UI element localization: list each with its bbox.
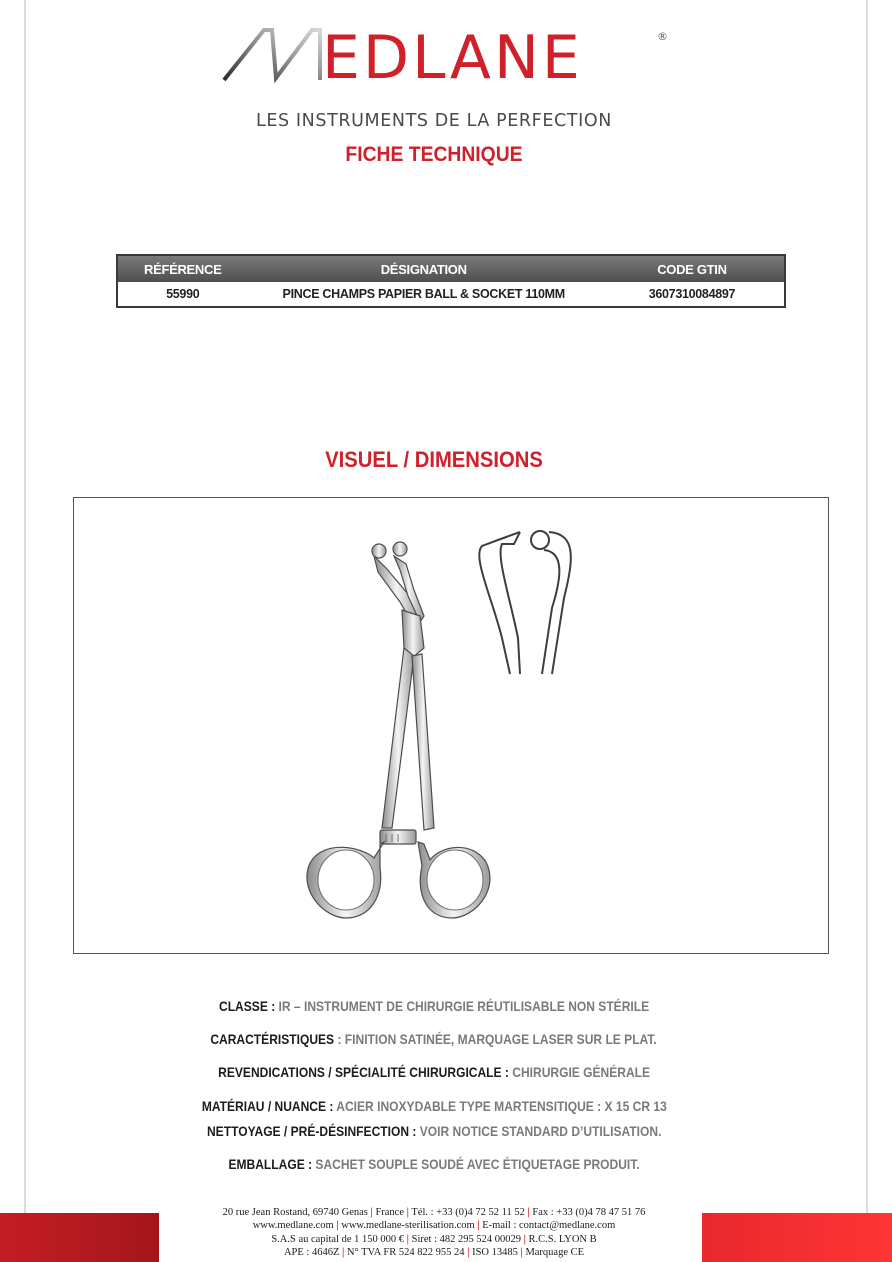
footer-line-legal <box>0 1233 868 1246</box>
cell-designation: PINCE CHAMPS PAPIER BALL & SOCKET 110MM <box>282 287 565 301</box>
spec-caracteristiques <box>0 1031 868 1047</box>
spec-label: MATÉRIAU / NUANCE : <box>201 1098 334 1114</box>
separator: | <box>477 1220 480 1232</box>
brand-logo <box>0 20 892 131</box>
tip-detail-drawing <box>479 531 571 674</box>
spec-value: VOIR NOTICE STANDARD D’UTILISATION. <box>416 1123 662 1139</box>
footer-ce: Marquage CE <box>525 1247 585 1259</box>
spec-label: REVENDICATIONS / SPÉCIALITÉ CHIRURGICALE : <box>218 1064 509 1080</box>
fiche-technique-title: FICHE TECHNIQUE <box>345 143 523 166</box>
spec-label: CARACTÉRISTIQUES <box>210 1031 335 1047</box>
header-designation: DÉSIGNATION <box>247 255 599 282</box>
separator: | <box>406 1207 409 1218</box>
separator: | <box>520 1247 523 1259</box>
table-header-row <box>117 255 785 282</box>
forceps-drawing <box>74 498 827 952</box>
visuel-dimensions-title: VISUEL / DIMENSIONS <box>325 447 543 472</box>
footer-tva: N° TVA FR 524 822 955 24 <box>346 1247 465 1259</box>
spec-classe <box>0 998 868 1014</box>
separator: | <box>370 1207 373 1218</box>
separator: | <box>527 1207 530 1218</box>
separator: | <box>406 1233 409 1245</box>
footer-fax: Fax : +33 (0)4 78 47 51 76 <box>532 1207 646 1218</box>
registered-mark: ® <box>657 30 668 43</box>
cell-gtin: 3607310084897 <box>648 287 736 301</box>
footer-siret: Siret : 482 295 524 00029 <box>411 1233 521 1245</box>
footer-ape: APE : 4646Z <box>283 1247 340 1259</box>
spec-materiau <box>0 1098 868 1114</box>
spec-label: CLASSE : <box>218 998 276 1014</box>
footer-phone: Tél. : +33 (0)4 72 52 11 52 <box>411 1207 525 1218</box>
reference-table <box>116 254 786 308</box>
spec-label: NETTOYAGE / PRÉ-DÉSINFECTION : <box>206 1123 417 1139</box>
footer-rcs: R.C.S. LYON B <box>528 1233 597 1245</box>
spec-value: ACIER INOXYDABLE TYPE MARTENSITIQUE : X 15 CR 13 <box>333 1098 667 1114</box>
spec-value: : FINITION SATINÉE, MARQUAGE LASER SUR LE PLAT. <box>334 1031 658 1047</box>
cell-reference: 55990 <box>166 287 200 301</box>
footer-sterilisation-link[interactable]: www.medlane-sterilisation.com <box>341 1220 475 1232</box>
footer-line-address <box>0 1206 868 1219</box>
spec-emballage <box>0 1156 868 1172</box>
header-gtin: CODE GTIN <box>600 255 785 282</box>
company-footer <box>0 1206 868 1260</box>
product-visual-box <box>73 497 829 954</box>
logo-text: EDLANE <box>322 23 583 86</box>
spec-revendications <box>0 1064 868 1080</box>
spec-value: SACHET SOUPLE SOUDÉ AVEC ÉTIQUETAGE PRODUIT. <box>312 1156 640 1172</box>
separator: | <box>523 1233 526 1245</box>
spec-value: CHIRURGIE GÉNÉRALE <box>508 1064 650 1080</box>
footer-address: 20 rue Jean Rostand, 69740 Genas <box>222 1207 368 1218</box>
brand-tagline: LES INSTRUMENTS DE LA PERFECTION <box>256 111 612 131</box>
separator: | <box>336 1220 339 1232</box>
medlane-logo-word <box>220 20 680 86</box>
footer-website-link[interactable]: www.medlane.com <box>252 1220 334 1232</box>
footer-country: France <box>375 1207 405 1218</box>
footer-email[interactable]: E-mail : contact@medlane.com <box>482 1220 616 1232</box>
spec-label: EMBALLAGE : <box>228 1156 313 1172</box>
footer-line-registration <box>0 1246 868 1259</box>
footer-line-web <box>0 1219 868 1232</box>
footer-capital: S.A.S au capital de 1 150 000 € <box>271 1233 405 1245</box>
separator: | <box>341 1247 345 1259</box>
footer-iso: ISO 13485 <box>472 1247 518 1259</box>
table-row <box>117 282 785 307</box>
spec-value: IR – INSTRUMENT DE CHIRURGIE RÉUTILISABLE NON STÉRILE <box>275 998 650 1014</box>
spec-nettoyage <box>0 1123 868 1139</box>
separator: | <box>467 1247 470 1259</box>
header-reference: RÉFÉRENCE <box>117 255 247 282</box>
